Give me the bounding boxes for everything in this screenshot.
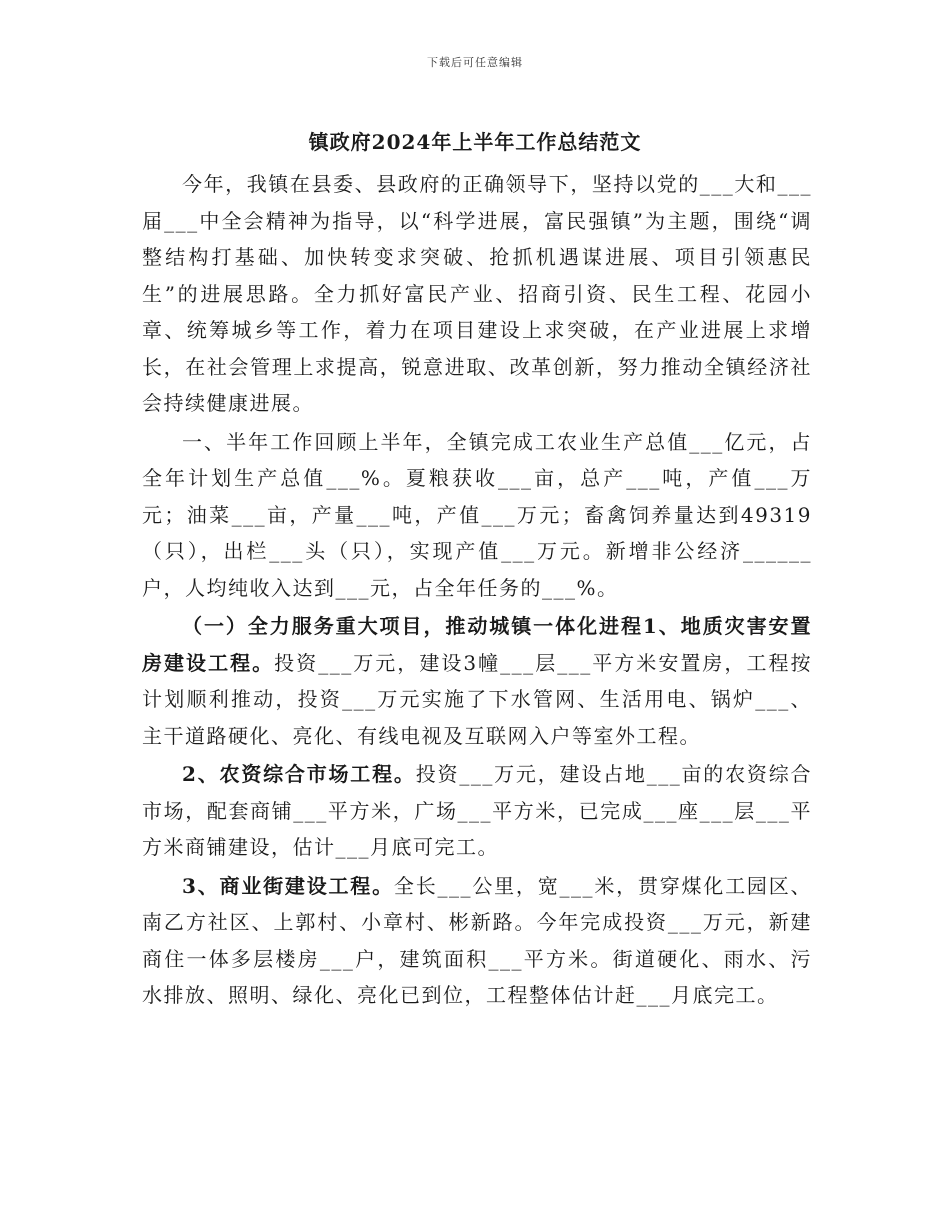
page-header-note: 下载后可任意编辑 xyxy=(427,56,523,69)
paragraph-project-3-text: 全长___公里，宽___米，贯穿煤化工园区、南乙方社区、上郭村、小章村、彬新路。今年完成投资___万元，新建商住一体多层楼房___户，建筑面积___平方米。街道硬化、雨水、污水排放、照明、绿化、亮化已到位，工程整体估计赶___月底完工。 xyxy=(142,873,813,1007)
paragraph-project-2 xyxy=(142,756,812,866)
document-title: 镇政府2024年上半年工作总结范文 xyxy=(308,130,642,154)
item-heading-agri-market: 2、农资综合市场工程。 xyxy=(182,762,416,786)
paragraph-review-text: 一、半年工作回顾上半年，全镇完成工农业生产总值___亿元，占全年计划生产总值___%。夏粮获收___亩，总产___吨，产值___万元；油菜___亩，产量___吨，产值___万元；畜禽饲养量达到49319（只），出栏___头（只），实现产值___万元。新增非公经济______户，人均纯收入达到___元，占全年任务的___%。 xyxy=(142,429,812,600)
paragraph-project-2-text: 投资___万元，建设占地___亩的农资综合市场，配套商铺___平方米，广场___平方米，已完成___座___层___平方米商铺建设，估计___月底可完工。 xyxy=(142,762,813,859)
item-heading-commercial-street: 3、商业街建设工程。 xyxy=(182,873,394,898)
paragraph-project-3 xyxy=(142,868,812,1014)
paragraph-intro-text: 今年，我镇在县委、县政府的正确领导下，坚持以党的___大和___届___中全会精神为指导，以“科学进展，富民强镇”为主题，围绕“调整结构打基础、加快转变求突破、抢抓机遇谋进展、项目引领惠民生”的进展思路。全力抓好富民产业、招商引资、民生工程、花园小章、统筹城乡等工作，着力在项目建设上求突破，在产业进展上求增长，在社会管理上求提高，锐意进取、改革创新，努力推动全镇经济社会持续健康进展。 xyxy=(142,172,812,415)
paragraph-half-year-review xyxy=(142,424,812,607)
document-body xyxy=(142,166,812,1014)
paragraph-project-1-text: 投资___万元，建设3幢___层___平方米安置房，工程按计划顺利推动，投资___万元实施了下水管网、生活用电、锅炉___、主干道路硬化、亮化、有线电视及互联网入户等室外工程。 xyxy=(142,650,812,748)
section-heading-major-projects: （一）全力服务重大项目，推动城镇一体化进程1、地质灾害安置房建设工程。 xyxy=(142,614,812,675)
paragraph-project-1 xyxy=(142,608,812,754)
paragraph-intro xyxy=(142,166,812,422)
